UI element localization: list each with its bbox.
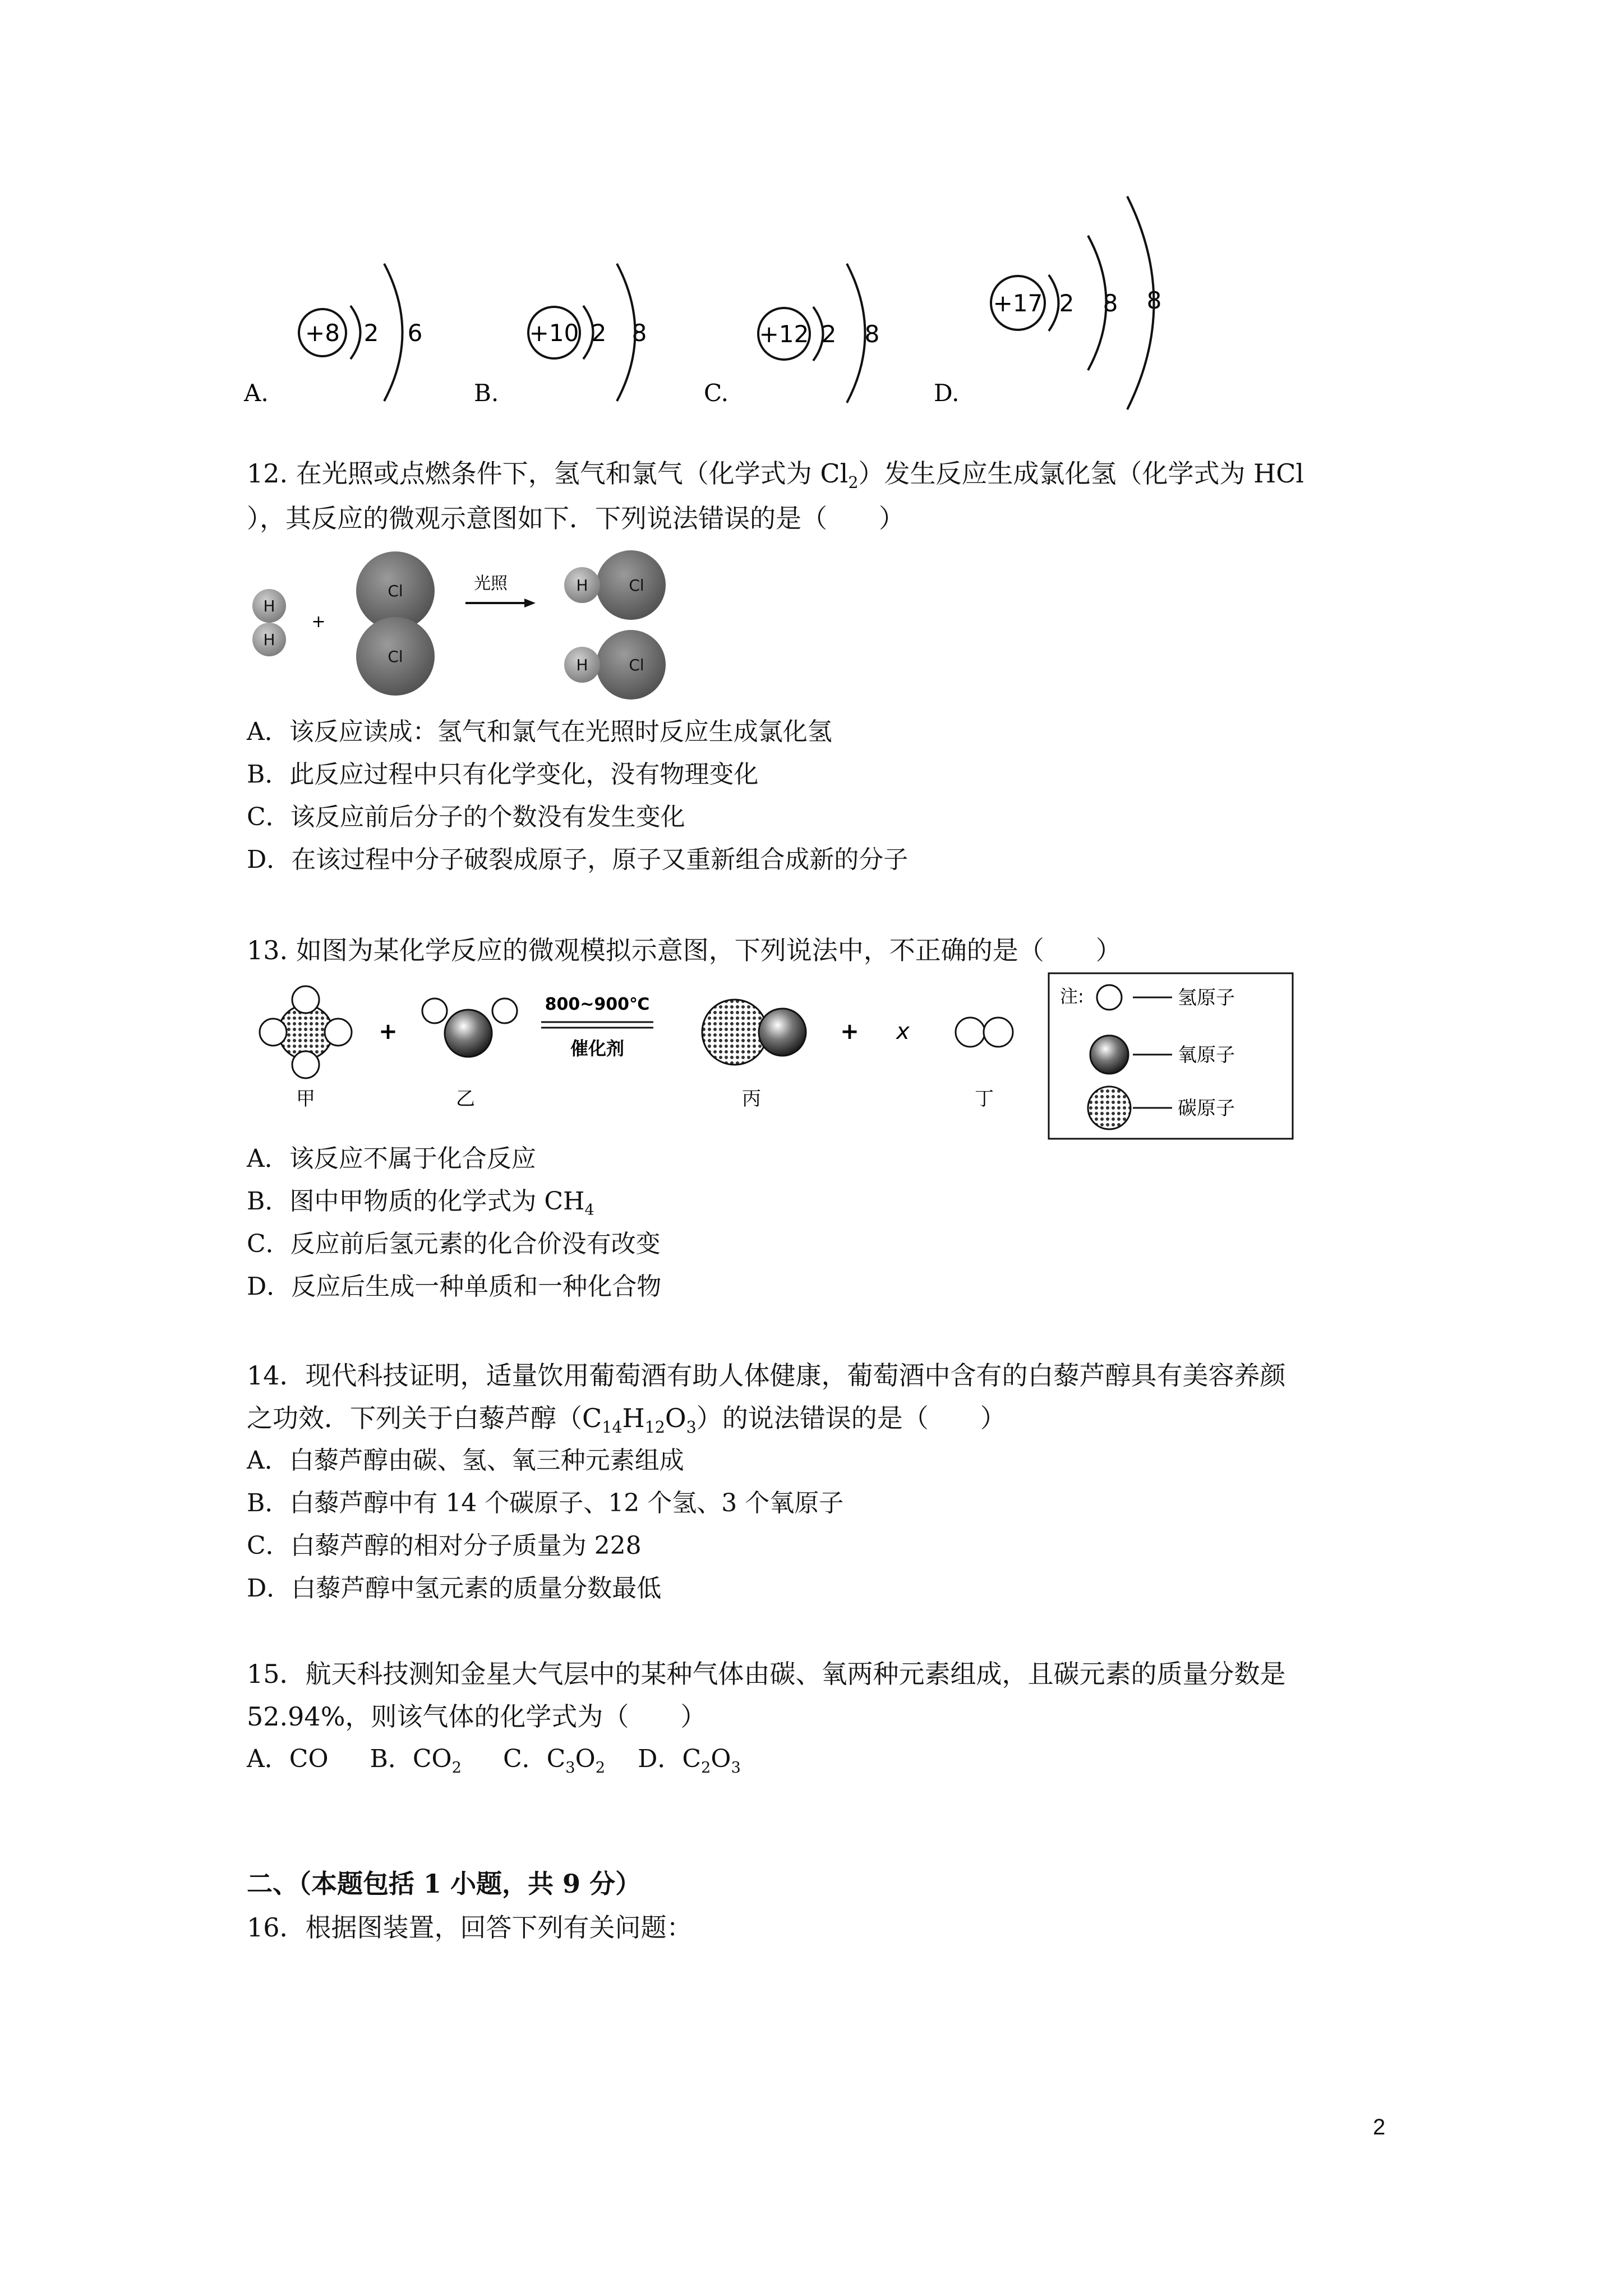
option-letter-d: D. — [934, 379, 960, 407]
q15-stem-line-1: 15．航天科技测知金星大气层中的某种气体由碳、氧两种元素组成，且碳元素的质量分数是 — [247, 1659, 1286, 1689]
q14-stem-post: ）的说法错误的是（ ） — [696, 1403, 1006, 1433]
q13-option-b-text: B．图中甲物质的化学式为 CH — [247, 1187, 585, 1216]
h-atom-label: H — [576, 576, 588, 595]
legend-title: 注: — [1060, 986, 1084, 1007]
q12-stem-text: 12. 在光照或点燃条件下，氢气和氯气（化学式为 Cl — [247, 458, 849, 489]
plus-sign: + — [840, 1019, 859, 1045]
atom-diagram-c — [695, 191, 909, 415]
q12-reaction-figure — [241, 547, 701, 715]
q12-option-c: C．该反应前后分子的个数没有发生变化 — [247, 803, 685, 831]
q12-stem-line-1 — [247, 455, 1304, 501]
q13-option-d: D．反应后生成一种单质和一种化合物 — [247, 1272, 662, 1301]
q12-stem-tail: ）发生反应生成氯化氢（化学式为 HCl — [858, 458, 1304, 489]
q13-stem: 13. 如图为某化学反应的微观模拟示意图，下列说法中，不正确的是（ ） — [247, 935, 1122, 965]
q15-option-c: C．$C_3O_2$ — [502, 1745, 606, 1777]
q13-option-c: C．反应前后氢元素的化合价没有改变 — [247, 1230, 661, 1258]
nucleus-charge-b: +10 — [529, 319, 579, 347]
coefficient-x: x — [896, 1019, 910, 1045]
shell-2-b: 8 — [631, 319, 647, 347]
q14-stem-h: H — [622, 1403, 645, 1433]
q16-stem: 16．根据图装置，回答下列有关问题： — [247, 1912, 693, 1943]
shell-3-d: 8 — [1146, 287, 1162, 314]
shell-1-c: 2 — [821, 320, 837, 348]
shell-2-a: 6 — [407, 319, 423, 347]
shell-2-d: 8 — [1103, 289, 1118, 317]
q13-option-b-subscript: 4 — [584, 1201, 594, 1219]
temperature-condition: 800~900℃ — [545, 995, 650, 1014]
option-letter-b: B. — [474, 379, 499, 407]
q15-option-a: A．CO — [247, 1745, 329, 1773]
q14-option-b: B．白藜芦醇中有 14 个碳原子、12 个氢、3 个氧原子 — [247, 1489, 844, 1517]
q13-option-a: A．该反应不属于化合反应 — [247, 1144, 536, 1173]
q13-reaction-figure — [241, 970, 1295, 1156]
shell-1-d: 2 — [1059, 289, 1075, 317]
q15-option-d: D．$C_2O_3$ — [638, 1745, 741, 1777]
q15-stem-line-2: 52.94%，则该气体的化学式为（ ） — [247, 1701, 707, 1732]
q14-option-d: D．白藜芦醇中氢元素的质量分数最低 — [247, 1574, 662, 1603]
q15-options — [247, 1742, 741, 1785]
page-number: 2 — [1373, 2115, 1386, 2139]
shell-2-c: 8 — [864, 320, 880, 348]
q12-stem-subscript: 2 — [848, 473, 859, 493]
legend-hydrogen: 氢原子 — [1178, 987, 1235, 1009]
q12-option-b: B．此反应过程中只有化学变化，没有物理变化 — [247, 760, 759, 789]
q14-stem-pre: 之功效．下列关于白藜芦醇（C — [247, 1403, 602, 1433]
q12-stem-line-2: ），其反应的微观示意图如下．下列说法错误的是（ ） — [247, 503, 905, 533]
cl-atom-label: Cl — [629, 656, 644, 674]
plus-sign: + — [379, 1019, 398, 1045]
legend-carbon: 碳原子 — [1178, 1097, 1235, 1120]
h-atom-label: H — [263, 631, 275, 649]
q12-option-a: A．该反应读成：氢气和氯气在光照时反应生成氯化氢 — [247, 717, 832, 746]
cl-atom-label: Cl — [629, 576, 644, 595]
molecule-label-ding: 丁 — [975, 1088, 994, 1110]
atom-diagram-a — [236, 191, 449, 415]
plus-sign: + — [311, 612, 326, 632]
q14-stem-o: O — [665, 1403, 686, 1433]
catalyst-condition: 催化剂 — [570, 1038, 625, 1059]
q14-sub-c: 14 — [602, 1418, 623, 1437]
option-letter-c: C. — [704, 379, 728, 407]
q14-sub-h: 12 — [644, 1418, 665, 1437]
molecule-label-yi: 乙 — [456, 1088, 475, 1110]
shell-1-a: 2 — [363, 319, 379, 347]
section-2-heading: 二、（本题包括 1 小题，共 9 分） — [247, 1869, 642, 1899]
molecule-label-jia: 甲 — [296, 1088, 315, 1110]
q14-stem-line-2 — [247, 1400, 1006, 1446]
q12-option-d: D．在该过程中分子破裂成原子，原子又重新组合成新的分子 — [247, 845, 909, 874]
q14-stem-line-1: 14．现代科技证明，适量饮用葡萄酒有助人体健康，葡萄酒中含有的白藜芦醇具有美容养颜 — [247, 1360, 1286, 1391]
nucleus-charge-a: +8 — [305, 319, 340, 347]
shell-1-b: 2 — [591, 319, 607, 347]
atom-diagram-d — [925, 191, 1239, 415]
molecule-label-bing: 丙 — [742, 1088, 761, 1110]
q13-option-b — [247, 1185, 594, 1227]
cl-atom-label: Cl — [388, 647, 403, 666]
atom-diagram-b — [465, 191, 679, 415]
q14-option-a: A．白藜芦醇由碳、氢、氧三种元素组成 — [247, 1446, 684, 1475]
h-atom-label: H — [263, 597, 275, 615]
q11-options — [236, 191, 1245, 415]
h-atom-label: H — [576, 656, 588, 674]
cl-atom-label: Cl — [388, 582, 403, 600]
legend-oxygen: 氧原子 — [1178, 1044, 1235, 1066]
q14-option-c: C．白藜芦醇的相对分子质量为 228 — [247, 1531, 642, 1560]
nucleus-charge-c: +12 — [759, 320, 809, 348]
option-letter-a: A. — [244, 379, 269, 407]
light-condition: 光照 — [474, 574, 508, 593]
q15-option-b: B．$CO_2$ — [370, 1745, 462, 1777]
q14-sub-o: 3 — [686, 1418, 697, 1437]
nucleus-charge-d: +17 — [993, 289, 1043, 317]
